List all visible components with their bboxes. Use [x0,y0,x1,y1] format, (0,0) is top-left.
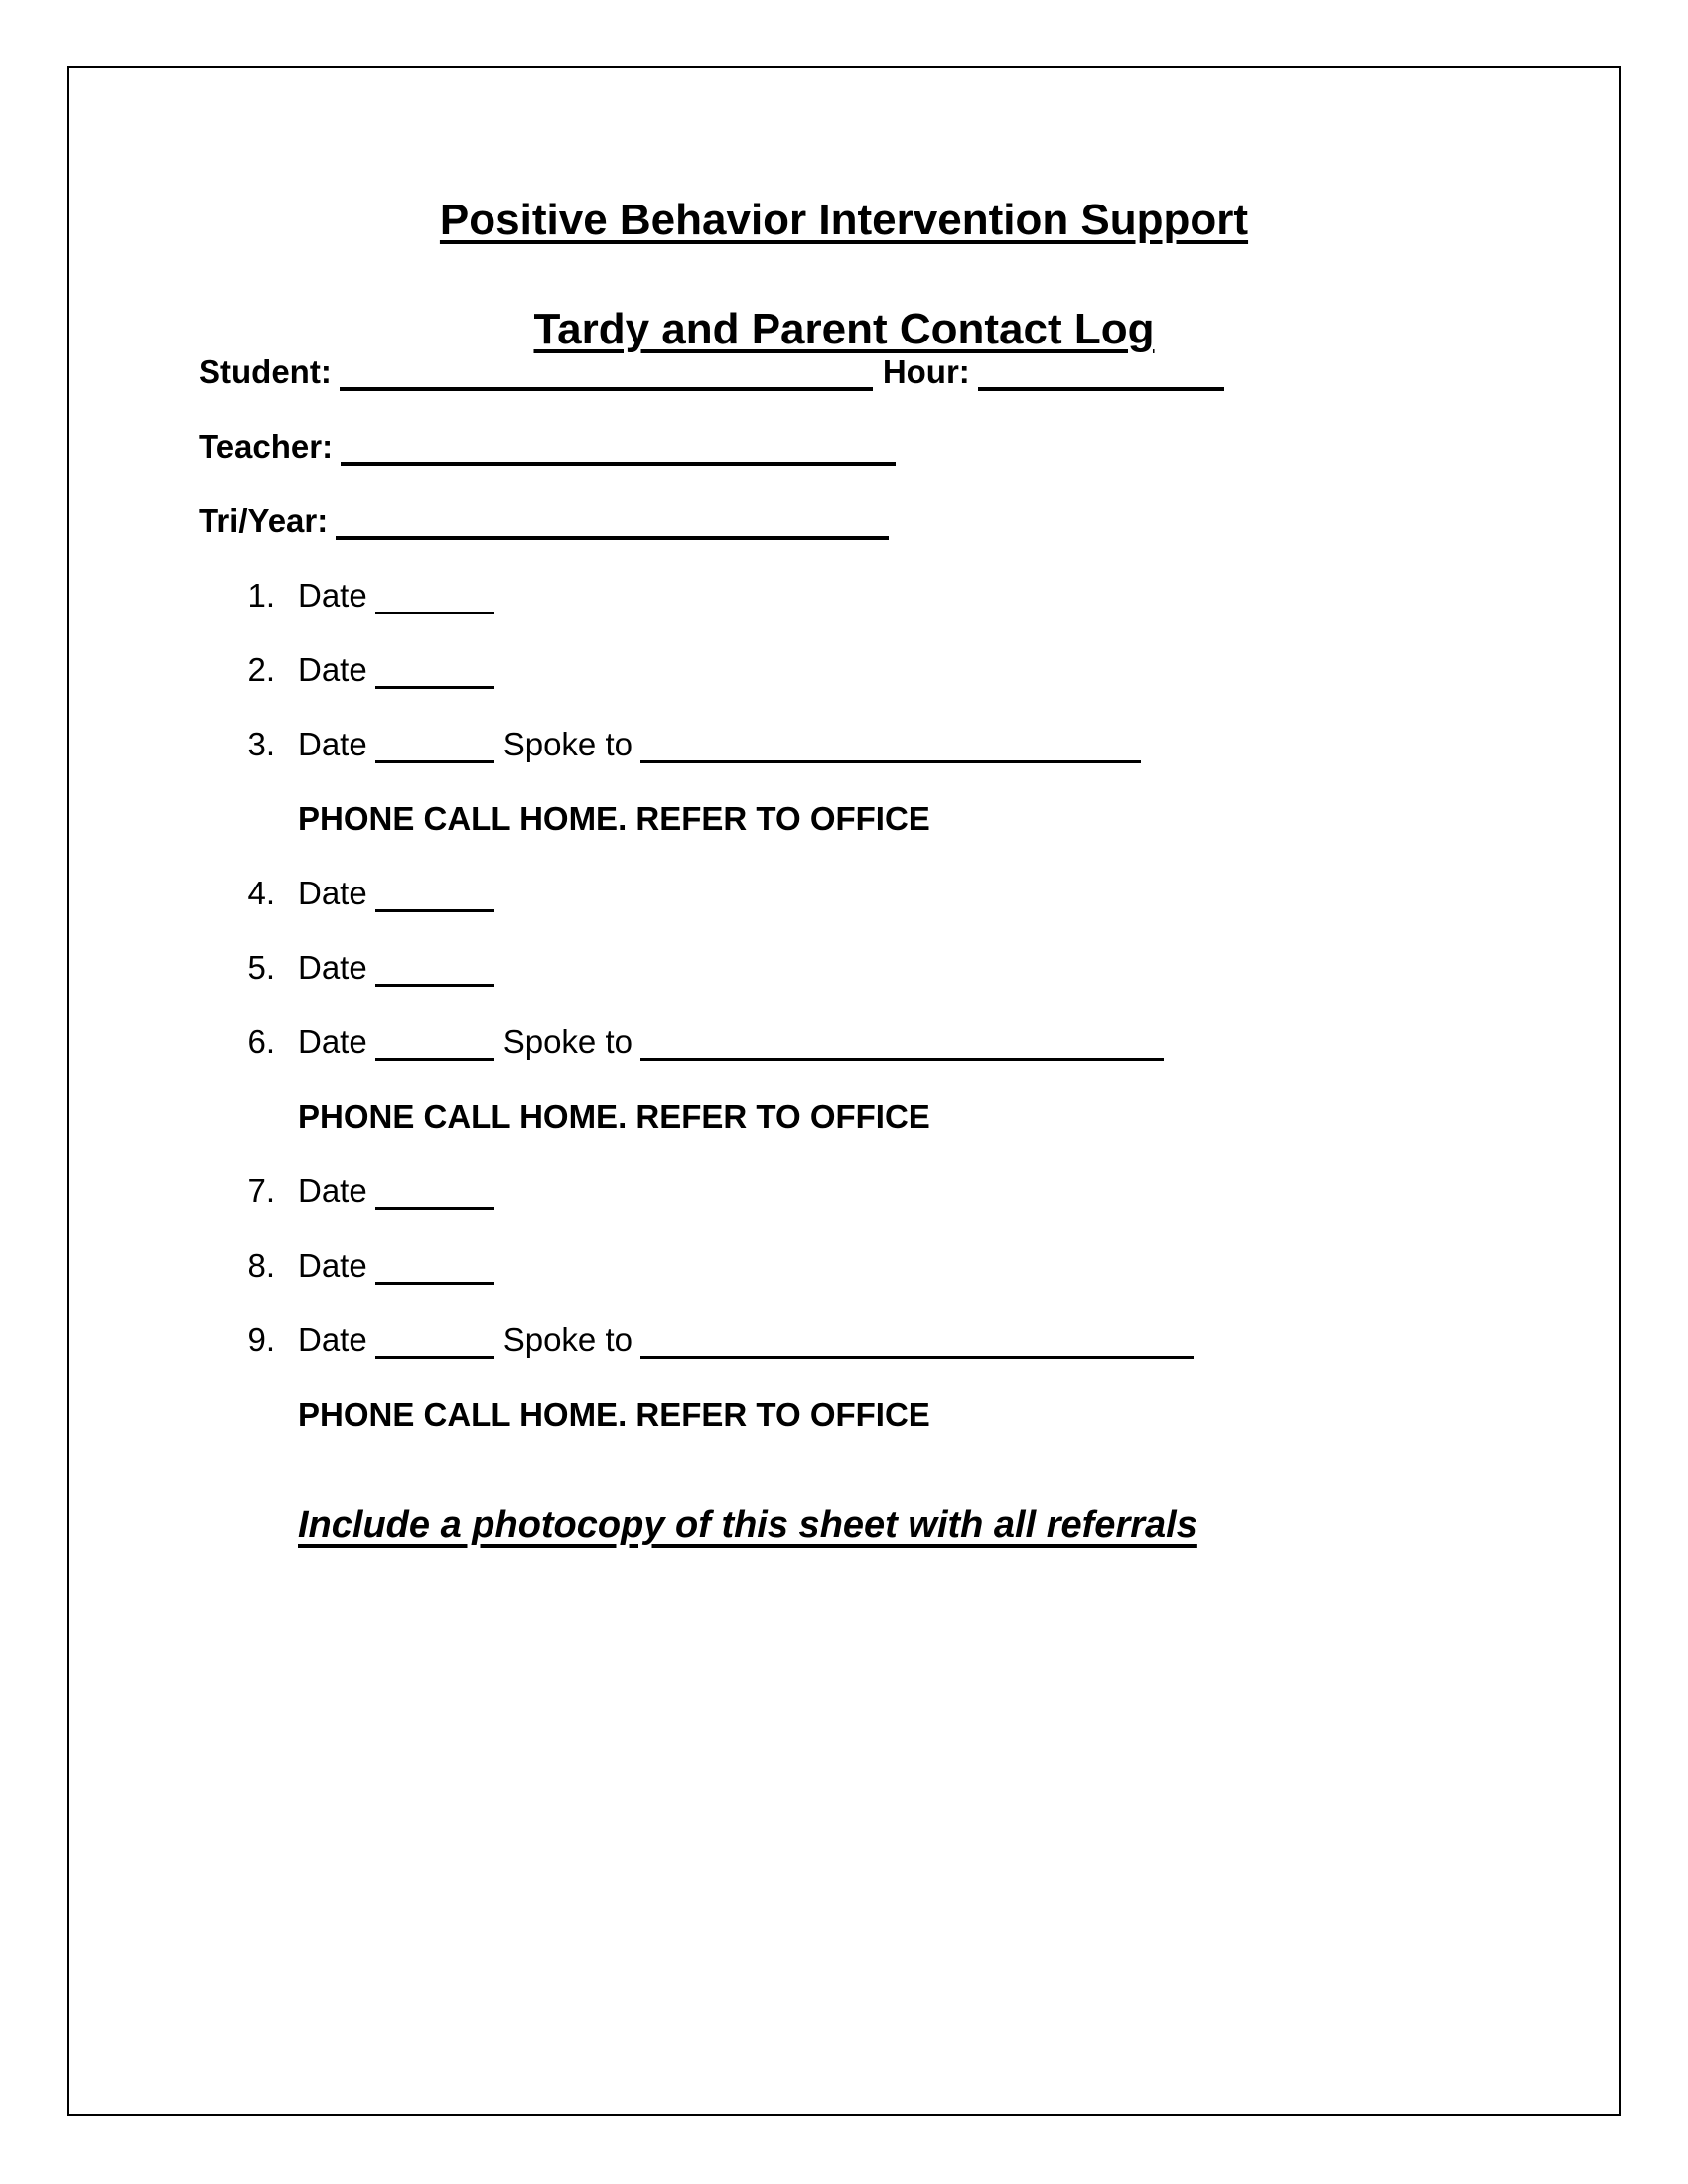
list-number: 9. [247,1321,275,1358]
document-title [0,195,1688,246]
footer-instruction [298,1503,1688,1547]
date-blank-line [375,653,494,689]
date-blank-line [375,877,494,912]
log-item-3 [199,728,1688,761]
log-note-9: PHONE CALL HOME. REFER TO OFFICE [298,1396,930,1433]
list-number: 2. [247,651,275,688]
list-number: 4. [247,875,275,911]
teacher-blank-line [341,430,896,466]
spoke-to-label: Spoke to [502,1024,633,1060]
date-label: Date [298,1321,367,1358]
log-item-4 [199,877,1688,910]
document-subtitle-text: Tardy and Parent Contact Log [533,305,1155,353]
student-blank-line [340,355,873,391]
document-title-text: Positive Behavior Intervention Support [439,196,1249,244]
date-label: Date [298,577,367,614]
date-label: Date [298,875,367,911]
hour-label: Hour: [882,353,970,390]
log-item-9 [199,1323,1688,1357]
list-number: 3. [247,726,275,762]
spoke-to-label: Spoke to [502,726,633,762]
date-label: Date [298,1247,367,1284]
list-number: 1. [247,577,275,614]
log-item-7 [199,1174,1688,1208]
log-note-3: PHONE CALL HOME. REFER TO OFFICE [298,800,930,837]
teacher-row [199,430,1688,464]
list-number: 5. [247,949,275,986]
teacher-label: Teacher: [199,428,334,465]
tri-year-row [199,504,1688,538]
date-label: Date [298,726,367,762]
document-subtitle [0,304,1688,355]
date-label: Date [298,1024,367,1060]
spoke-to-blank-line [640,728,1141,763]
log-item-8 [199,1249,1688,1283]
date-blank-line [375,951,494,987]
log-item-2 [199,653,1688,687]
log-item-1 [199,579,1688,613]
footer-instruction-text: Include a photocopy of this sheet with all referrals [298,1504,1197,1546]
hour-blank-line [978,355,1224,391]
tri-year-label: Tri/Year: [199,502,329,539]
date-label: Date [298,651,367,688]
log-item-6 [199,1025,1688,1059]
log-item-5 [199,951,1688,985]
date-blank-line [375,728,494,763]
list-number: 7. [247,1172,275,1209]
tri-year-blank-line [336,504,889,540]
date-blank-line [375,1249,494,1285]
date-label: Date [298,1172,367,1209]
list-number: 8. [247,1247,275,1284]
spoke-to-label: Spoke to [502,1321,633,1358]
spoke-to-blank-line [640,1025,1164,1061]
date-label: Date [298,949,367,986]
student-hour-row [199,355,1688,389]
log-note-6: PHONE CALL HOME. REFER TO OFFICE [298,1098,930,1135]
date-blank-line [375,1025,494,1061]
date-blank-line [375,1323,494,1359]
list-number: 6. [247,1024,275,1060]
student-label: Student: [199,353,332,390]
date-blank-line [375,579,494,614]
spoke-to-blank-line [640,1323,1194,1359]
date-blank-line [375,1174,494,1210]
